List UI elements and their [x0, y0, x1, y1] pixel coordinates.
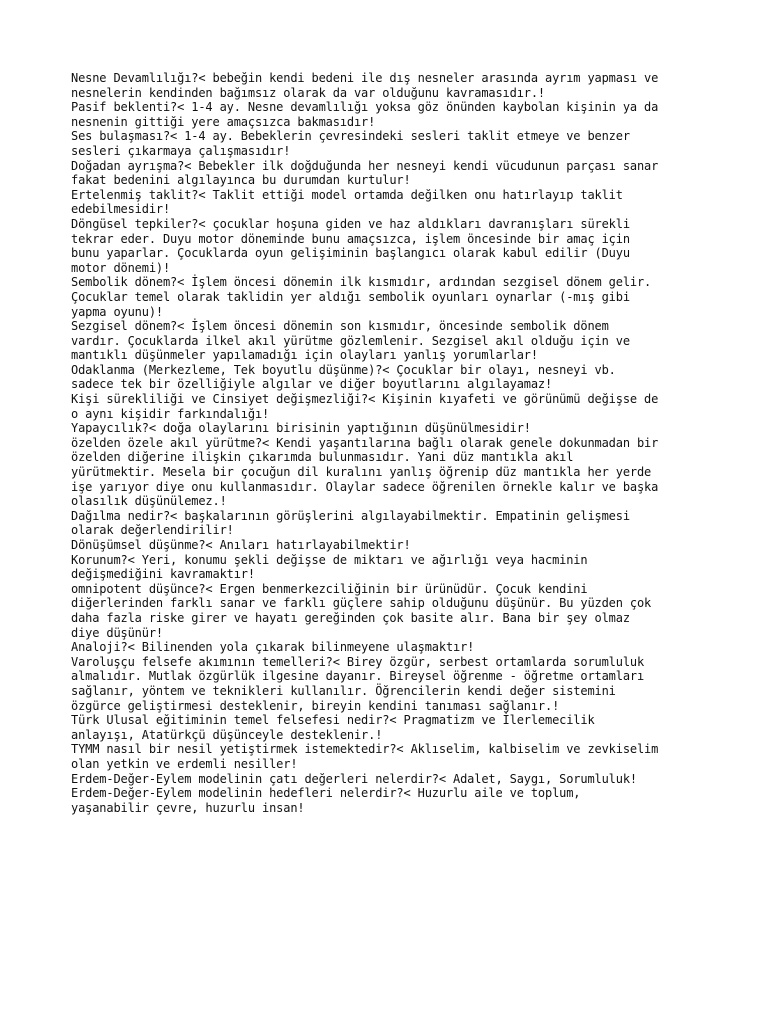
text-line: değişmediğini kavramaktır!	[71, 567, 255, 582]
text-line: nesnenin gittiği yere amaçsızca bakmasıdır!	[71, 114, 376, 129]
text-line: sesleri çıkarmaya çalışmasıdır!	[71, 143, 291, 158]
text-line: yürütmektir. Mesela bir çocuğun dil kuralını yanlış öğrenip düz mantıkla her yerde	[71, 465, 652, 480]
text-line: Varoluşçu felsefe akımının temelleri?< Birey özgür, serbest ortamlarda sorumluluk	[71, 654, 645, 669]
text-line: olarak değerlendirilir!	[71, 523, 234, 538]
text-line: Korunum?< Yeri, konumu şekli değişse de miktarı ve ağırlığı veya hacminin	[71, 552, 588, 567]
text-line: Ses bulaşması?< 1-4 ay. Bebeklerin çevresindeki sesleri taklit etmeye ve benzer	[71, 129, 630, 144]
text-line: omnipotent düşünce?< Ergen benmerkezciliğinin bir ürünüdür. Çocuk kendini	[71, 581, 588, 596]
text-line: motor dönemi)!	[71, 260, 171, 275]
text-line: Yapaycılık?< doğa olaylarını birisinin yaptığının düşünülmesidir!	[71, 421, 531, 436]
text-line: sağlanır, yöntem ve teknikleri kullanılır. Öğrencilerin kendi değer sistemini	[71, 683, 616, 698]
text-line: Dağılma nedir?< başkalarının görüşlerini algılayabilmektir. Empatinin gelişmesi	[71, 508, 630, 523]
text-line: Kişi sürekliliği ve Cinsiyet değişmezliği?< Kişinin kıyafeti ve görünümü değişse de	[71, 392, 659, 407]
text-line: özelden özele akıl yürütme?< Kendi yaşantılarına bağlı olarak genele dokunmadan bir	[71, 435, 659, 450]
text-line: daha fazla riske girer ve hayatı gereğinden çok basite alır. Bana bir şey olmaz	[71, 610, 630, 625]
text-line: Erdem-Değer-Eylem modelinin hedefleri nelerdir?< Huzurlu aile ve toplum,	[71, 786, 581, 801]
text-line: edebilmesidir!	[71, 202, 171, 217]
text-line: o aynı kişidir farkındalığı!	[71, 406, 270, 421]
text-line: Pasif beklenti?< 1-4 ay. Nesne devamlılığı yoksa göz önünden kaybolan kişinin ya da	[71, 100, 659, 115]
text-line: Analoji?< Bilinenden yola çıkarak bilinmeyene ulaşmaktır!	[71, 640, 475, 655]
text-line: anlayışı, Atatürkçü düşünceyle desteklenir.!	[71, 727, 383, 742]
text-line: yaşanabilir çevre, huzurlu insan!	[71, 800, 305, 815]
text-line: Dönüşümsel düşünme?< Anıları hatırlayabilmektir!	[71, 538, 411, 552]
text-line: fakat bedenini algılayınca bu durumdan kurtulur!	[71, 173, 411, 188]
text-line: Döngüsel tepkiler?< çocuklar hoşuna giden ve haz aldıkları davranışları sürekli	[71, 216, 630, 231]
text-line: olan yetkin ve erdemli nesiller!	[71, 756, 298, 771]
text-line: nesnelerin kendinden bağımsız olarak da var olduğunu kavramasıdır.!	[71, 85, 545, 100]
text-line: işe yarıyor diye onu kullanmasıdır. Olaylar sadece öğrenilen örnekle kalır ve başka	[71, 479, 659, 494]
text-line: olasılık düşünülemez.!	[71, 494, 227, 509]
text-line: Doğadan ayrışma?< Bebekler ilk doğduğunda her nesneyi kendi vücudunun parçası sanar	[71, 158, 659, 173]
text-line: mantıklı düşünmeler yapılamadığı için olayları yanlış yorumlarlar!	[71, 348, 538, 363]
text-line: Ertelenmiş taklit?< Taklit ettiği model ortamda değilken onu hatırlayıp taklit	[71, 187, 623, 202]
text-line: diye düşünür!	[71, 625, 163, 640]
text-line: Odaklanma (Merkezleme, Tek boyutlu düşünme)?< Çocuklar bir olayı, nesneyi vb.	[71, 362, 616, 377]
text-line: Nesne Devamlılığı?< bebeğin kendi bedeni ile dış nesneler arasında ayrım yapması ve	[71, 71, 659, 85]
text-line: sadece tek bir özelliğiyle algılar ve diğer boyutlarını algılayamaz!	[71, 377, 553, 392]
text-line: Sezgisel dönem?< İşlem öncesi dönemin son kısmıdır, öncesinde sembolik dönem	[71, 319, 609, 334]
text-line: özgürce geliştirmesi desteklenir, bireyin kendini tanıması sağlanır.!	[71, 698, 560, 713]
document-body-text	[71, 71, 711, 815]
text-line: yapma oyunu)!	[71, 304, 163, 319]
text-line: TYMM nasıl bir nesil yetiştirmek istemektedir?< Aklıselim, kalbiselim ve zevkiselim	[71, 742, 659, 757]
text-line: Çocuklar temel olarak taklidin yer aldığı sembolik oyunları oynarlar (-mış gibi	[71, 289, 630, 304]
text-line: vardır. Çocuklarda ilkel akıl yürütme gözlemlenir. Sezgisel akıl olduğu için ve	[71, 333, 630, 348]
text-line: Türk Ulusal eğitiminin temel felsefesi nedir?< Pragmatizm ve İlerlemecilik	[71, 713, 595, 728]
text-line: almalıdır. Mutlak özgürlük ilgesine dayanır. Bireysel öğrenme - öğretme ortamları	[71, 669, 645, 684]
text-line: Sembolik dönem?< İşlem öncesi dönemin ilk kısmıdır, ardından sezgisel dönem gelir.	[71, 275, 652, 290]
text-line: bunu yaparlar. Çocuklarda oyun gelişiminin başlangıcı olarak kabul edilir (Duyu	[71, 246, 630, 261]
text-line: Erdem-Değer-Eylem modelinin çatı değerleri nelerdir?< Adalet, Saygı, Sorumluluk!	[71, 771, 637, 786]
text-line: diğerlerinden farklı sanar ve farklı güçlere sahip olduğunu düşünür. Bu yüzden çok	[71, 596, 652, 611]
text-line: tekrar eder. Duyu motor döneminde bunu amaçsızca, işlem öncesinde bir amaç için	[71, 231, 630, 246]
text-line: özelden diğerine ilişkin çıkarımda bulunmasıdır. Yani düz mantıkla akıl	[71, 450, 574, 465]
